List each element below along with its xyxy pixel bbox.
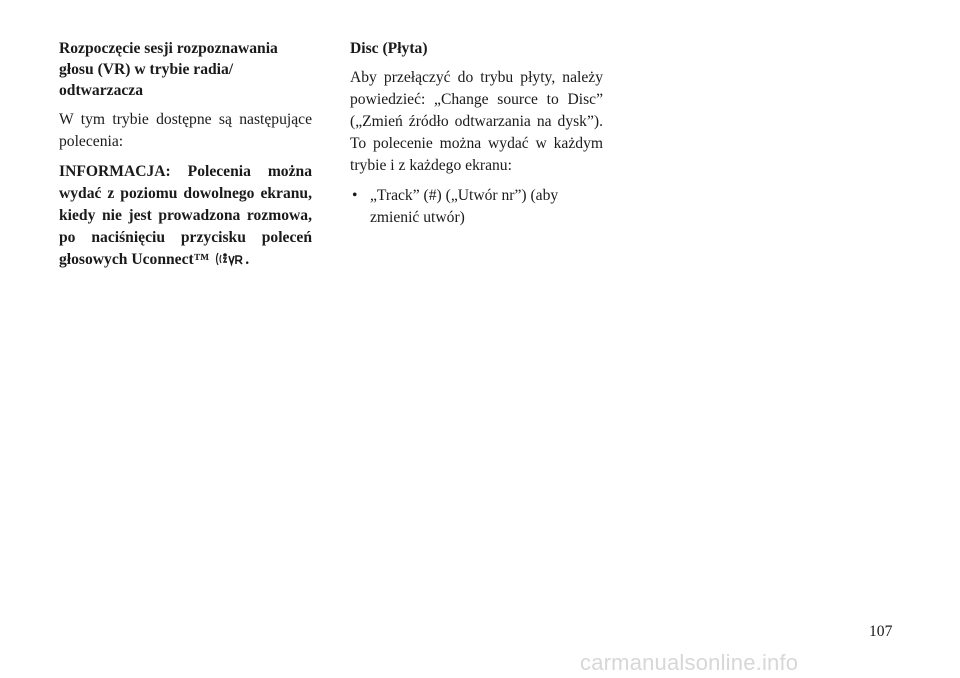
watermark: carmanualsonline.info bbox=[580, 650, 799, 675]
list-item bbox=[350, 185, 603, 229]
section-heading-disc: Disc (Płyta) bbox=[350, 40, 428, 57]
note-text: INFORMACJA: Polecenia można wydać z poziomu dowolnego ekranu, kiedy nie jest prowadzona rozmowa, po naciśnięciu przycisku poleceń głosowych Uconnect™ bbox=[59, 163, 312, 268]
command-list bbox=[350, 185, 603, 229]
note-end: . bbox=[245, 251, 250, 268]
disc-paragraph: Aby przełączyć do trybu płyty, należy powiedzieć: „Change source to Disc” („Zmień źródło odtwarzania na dysk”). To polecenie można wydać w każdym trybie i z każdego ekranu: bbox=[350, 69, 603, 174]
left-column bbox=[59, 38, 312, 274]
intro-paragraph: W tym trybie dostępne są następujące polecenia: bbox=[59, 111, 312, 150]
note-paragraph bbox=[59, 161, 312, 274]
right-column bbox=[350, 38, 603, 229]
voice-recognition-icon bbox=[214, 251, 244, 274]
bullet-icon: • bbox=[352, 187, 358, 204]
page-number: 107 bbox=[869, 623, 893, 640]
list-item-text: „Track” (#) („Utwór nr”) (aby zmienić utwór) bbox=[370, 187, 559, 226]
section-heading-vr-radio: Rozpoczęcie sesji rozpoznawania głosu (VR) w trybie radia/ odtwarzacza bbox=[59, 40, 278, 99]
